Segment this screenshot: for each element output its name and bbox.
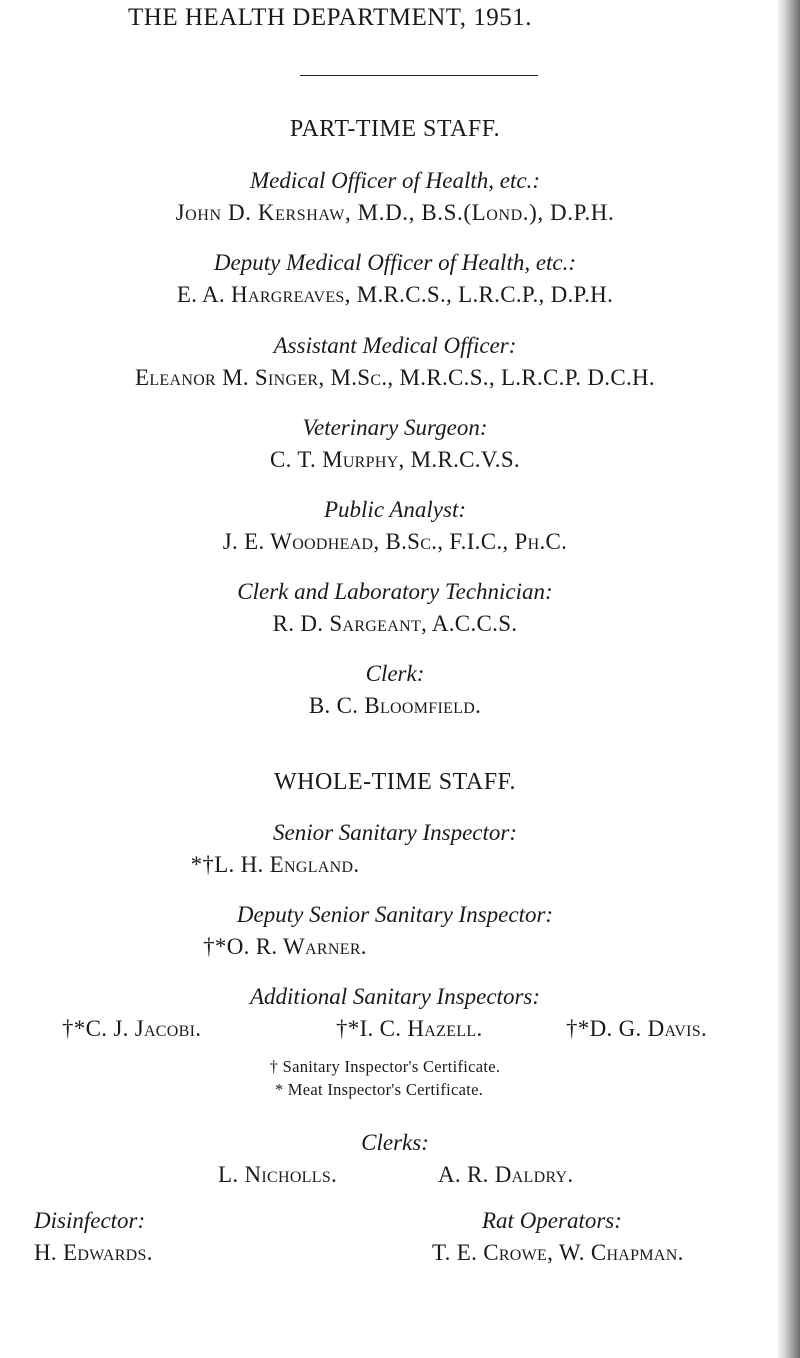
role-assistant-medical-officer: Assistant Medical Officer: — [273, 333, 517, 358]
role-public-analyst: Public Analyst: — [323, 497, 467, 522]
name-senior-sanitary-inspector: *†L. H. England. — [190, 852, 360, 877]
role-additional-sanitary-inspectors: Additional Sanitary Inspectors: — [249, 984, 541, 1009]
name-clerk-lab-technician: R. D. Sargeant, A.C.C.S. — [272, 611, 518, 636]
name-additional-inspector-2: †*I. C. Hazell. — [336, 1016, 483, 1041]
role-senior-sanitary-inspector: Senior Sanitary Inspector: — [272, 820, 517, 845]
name-public-analyst: J. E. Woodhead, B.Sc., F.I.C., Ph.C. — [222, 529, 568, 554]
name-medical-officer: John D. Kershaw, M.D., B.S.(Lond.), D.P.H. — [175, 200, 615, 225]
page-header: THE HEALTH DEPARTMENT, 1951. — [128, 4, 532, 31]
name-clerk-2: A. R. Daldry. — [438, 1162, 574, 1187]
name-deputy-medical-officer: E. A. Hargreaves, M.R.C.S., L.R.C.P., D.P.H. — [176, 282, 614, 307]
name-assistant-medical-officer: Eleanor M. Singer, M.Sc., M.R.C.S., L.R.C.P. D.C.H. — [135, 365, 655, 390]
name-disinfector: H. Edwards. — [34, 1240, 153, 1265]
role-disinfector: Disinfector: — [34, 1208, 146, 1233]
role-veterinary-surgeon: Veterinary Surgeon: — [302, 415, 488, 440]
name-additional-inspector-1: †*C. J. Jacobi. — [62, 1016, 202, 1041]
role-clerk-lab-technician: Clerk and Laboratory Technician: — [237, 579, 553, 604]
name-additional-inspector-3: †*D. G. Davis. — [566, 1016, 708, 1041]
role-deputy-medical-officer: Deputy Medical Officer of Health, etc.: — [213, 250, 577, 275]
role-deputy-senior-sanitary-inspector: Deputy Senior Sanitary Inspector: — [236, 902, 554, 927]
footnote-sanitary-certificate: † Sanitary Inspector's Certificate. — [269, 1057, 501, 1076]
role-rat-operators: Rat Operators: — [482, 1208, 622, 1233]
name-deputy-senior-sanitary-inspector: †*O. R. Warner. — [203, 934, 367, 959]
name-clerk: B. C. Bloomfield. — [308, 693, 482, 718]
role-medical-officer: Medical Officer of Health, etc.: — [250, 168, 540, 193]
name-clerk-1: L. Nicholls. — [218, 1162, 338, 1187]
name-rat-operators: T. E. Crowe, W. Chapman. — [432, 1240, 684, 1265]
footnote-meat-certificate: * Meat Inspector's Certificate. — [274, 1080, 484, 1099]
header-rule — [300, 75, 538, 76]
name-veterinary-surgeon: C. T. Murphy, M.R.C.V.S. — [270, 447, 520, 472]
whole-time-heading: WHOLE-TIME STAFF. — [274, 769, 516, 795]
role-clerk: Clerk: — [365, 661, 425, 686]
part-time-heading: PART-TIME STAFF. — [289, 116, 501, 142]
role-clerks: Clerks: — [361, 1130, 429, 1155]
